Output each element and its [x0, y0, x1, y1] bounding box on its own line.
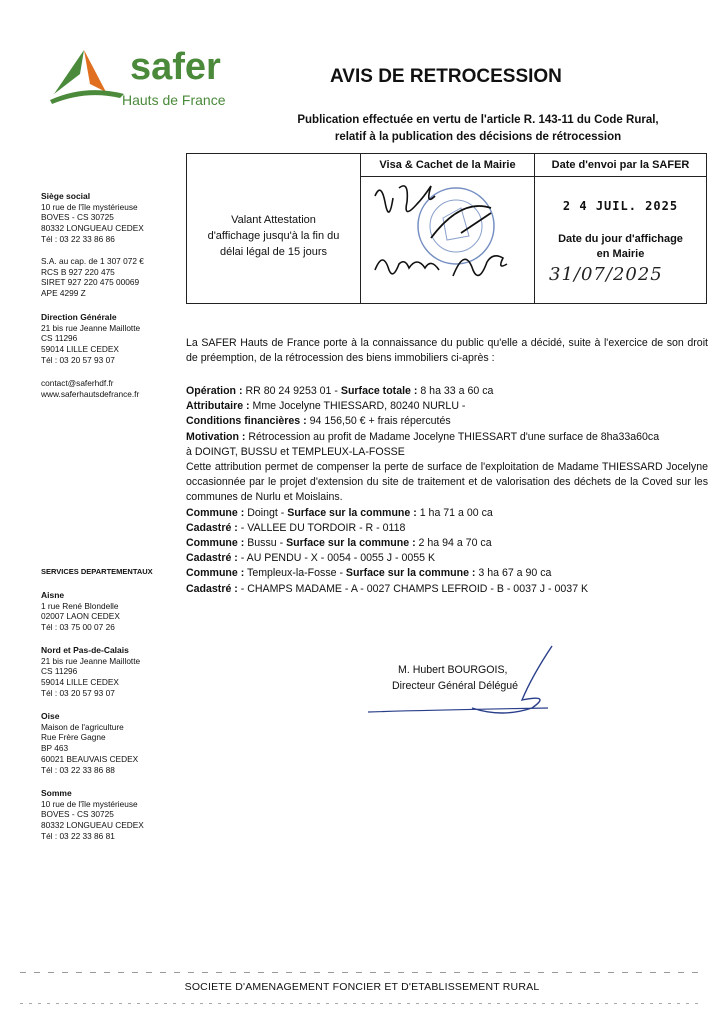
somme-line: Tél : 03 22 33 86 81	[41, 830, 115, 841]
oise-line: BP 463	[41, 743, 69, 754]
scan-artifact-top	[20, 972, 704, 973]
commune-label: Commune :	[186, 506, 245, 519]
dg-line: CS 11296	[41, 333, 78, 344]
cadastre-label: Cadastré :	[186, 582, 238, 595]
contact-website[interactable]: www.saferhautsdefrance.fr	[41, 388, 140, 399]
logo-subtitle: Hauts de France	[122, 92, 226, 108]
surface-commune-label: Surface sur la commune :	[345, 567, 476, 580]
somme-title: Somme	[41, 788, 72, 798]
conditions-label: Conditions financières :	[186, 415, 307, 428]
siege-title: Siège social	[41, 191, 91, 201]
director-signature	[368, 640, 568, 720]
company-line: SIRET 927 220 475 00069	[41, 277, 140, 288]
cadastre-value: - CHAMPS MADAME - A - 0027 CHAMPS LEFROID - B - 0037 J - 0037 K	[237, 582, 589, 595]
commune-value: Doingt -	[244, 506, 288, 519]
attributaire-line	[186, 399, 708, 414]
signatory-role: Directeur Général Délégué	[392, 680, 519, 692]
oise-line: Maison de l'agriculture	[41, 721, 124, 732]
surface-commune-value: 3 ha 67 a 90 ca	[475, 567, 552, 580]
commune-line-1	[186, 506, 708, 521]
attestation-cell	[187, 154, 361, 303]
visa-cell	[361, 154, 535, 303]
somme-line: 10 rue de l'île mystérieuse	[41, 798, 138, 809]
nord-line: 21 bis rue Jeanne Maillotte	[41, 655, 141, 666]
aisne-title: Aisne	[41, 590, 65, 600]
oise-line: Rue Frère Gagne	[41, 732, 106, 743]
siege-line: BOVES - CS 30725	[41, 212, 114, 223]
motivation-paragraph: Cette attribution permet de compenser la perte de surface de l'exploitation de Madame THIESSARD Jocelyne occasionnée par le projet d'extension du site de traitement et de valorisation des déchets de la Coved sur les communes de Nurlu et Moislains.	[186, 461, 708, 504]
commune-label: Commune :	[186, 537, 245, 550]
somme-line: 80332 LONGUEAU CEDEX	[41, 820, 144, 831]
siege-line: 10 rue de l'île mystérieuse	[41, 201, 138, 212]
scan-artifact-bottom	[20, 1003, 704, 1004]
affichage-label	[535, 232, 706, 262]
safer-logo	[46, 40, 236, 120]
aisne-block	[41, 590, 181, 633]
document-title: AVIS DE RETROCESSION	[330, 66, 562, 87]
intro-paragraph: La SAFER Hauts de France porte à la connaissance du public qu'elle a décidé, suite à l'exercice de son droit de préemption, de la rétrocession des biens immobiliers ci-après :	[186, 337, 708, 365]
dg-line: 59014 LILLE CEDEX	[41, 344, 119, 355]
siege-line: 80332 LONGUEAU CEDEX	[41, 223, 144, 234]
oise-line: 60021 BEAUVAIS CEDEX	[41, 753, 139, 764]
conditions-line	[186, 414, 708, 429]
company-info-block	[41, 256, 181, 299]
surface-commune-value: 2 ha 94 a 70 ca	[415, 537, 492, 550]
commune-value: Bussu -	[244, 537, 287, 550]
cadastre-label: Cadastré :	[186, 521, 238, 534]
attest-line: d'affichage jusqu'à la fin du	[207, 230, 340, 242]
dg-line: 21 bis rue Jeanne Maillotte	[41, 322, 141, 333]
surface-commune-label: Surface sur la commune :	[286, 537, 416, 550]
nord-title: Nord et Pas-de-Calais	[41, 645, 129, 655]
nord-block	[41, 645, 181, 699]
somme-block	[41, 788, 181, 842]
company-line: S.A. au cap. de 1 307 072 €	[41, 256, 144, 266]
nord-line: CS 11296	[41, 666, 78, 677]
direction-generale-block	[41, 312, 181, 366]
envoi-header: Date d'envoi par la SAFER	[535, 154, 706, 177]
operation-line	[186, 384, 708, 399]
motivation-line	[186, 430, 708, 445]
cadastre-value: - VALLEE DU TORDOIR - R - 0118	[237, 521, 406, 534]
commune-label: Commune :	[186, 567, 245, 580]
commune-line-2	[186, 536, 708, 551]
signatory-name: M. Hubert BOURGOIS,	[398, 664, 508, 676]
company-line: APE 4299 Z	[41, 288, 86, 299]
affichage-date-handwritten: 31/07/2025	[549, 264, 663, 285]
aisne-line: Tél : 03 75 00 07 26	[41, 622, 115, 633]
mairie-stamp-and-signature	[361, 178, 533, 302]
aisne-line: 02007 LAON CEDEX	[41, 611, 120, 622]
dg-title: Direction Générale	[41, 312, 117, 322]
attributaire-label: Attributaire :	[186, 400, 250, 413]
attest-line: Valant Attestation	[231, 214, 316, 226]
siege-social-block	[41, 191, 181, 245]
publication-line-1: Publication effectuée en vertu de l'article R. 143-11 du Code Rural,	[297, 114, 659, 126]
commune-line-3	[186, 566, 708, 581]
nord-line: 59014 LILLE CEDEX	[41, 677, 119, 688]
aisne-line: 1 rue René Blondelle	[41, 600, 119, 611]
services-title	[41, 567, 181, 578]
motivation-value: Rétrocession au profit de Madame Jocelyne THIESSART d'une surface de 8ha33a60ca	[245, 430, 660, 443]
services-heading: SERVICES DEPARTEMENTAUX	[41, 567, 153, 576]
motivation-line-2: à DOINGT, BUSSU et TEMPLEUX-LA-FOSSE	[186, 445, 405, 458]
oise-block	[41, 711, 181, 775]
operation-label: Opération :	[186, 385, 243, 397]
commune-value: Templeux-la-Fosse -	[244, 567, 346, 580]
siege-line: Tél : 03 22 33 86 86	[41, 233, 115, 244]
cadastre-value: - AU PENDU - X - 0054 - 0055 J - 0055 K	[237, 552, 436, 565]
contact-block	[41, 378, 181, 399]
safer-logo-icon	[46, 44, 126, 104]
affichage-line: en Mairie	[596, 248, 645, 260]
dates-cell	[535, 154, 706, 303]
cadastre-line-1	[186, 521, 708, 536]
affichage-line: Date du jour d'affichage	[558, 233, 683, 245]
motivation-label: Motivation :	[186, 430, 246, 443]
surface-totale-value: 8 ha 33 a 60 ca	[417, 385, 494, 397]
surface-totale-label: Surface totale :	[340, 385, 418, 397]
footer-text: SOCIETE D'AMENAGEMENT FONCIER ET D'ETABLISSEMENT RURAL	[184, 981, 540, 993]
operation-value: RR 80 24 9253 01 -	[242, 385, 341, 397]
publication-note	[250, 112, 706, 146]
nord-line: Tél : 03 20 57 93 07	[41, 687, 115, 698]
visa-header: Visa & Cachet de la Mairie	[361, 154, 534, 177]
attestation-table	[186, 153, 707, 304]
attributaire-value: Mme Jocelyne THIESSARD, 80240 NURLU -	[249, 400, 466, 413]
surface-commune-label: Surface sur la commune :	[287, 506, 417, 519]
publication-line-2: relatif à la publication des décisions de rétrocession	[334, 131, 622, 143]
attest-line: délai légal de 15 jours	[219, 246, 328, 258]
cadastre-line-3	[186, 582, 708, 597]
envoi-date-stamp: 2 4 JUIL. 2025	[562, 199, 679, 213]
cadastre-label: Cadastré :	[186, 552, 238, 565]
operation-details	[186, 384, 708, 597]
conditions-value: 94 156,50 € + frais répercutés	[306, 415, 451, 428]
dg-line: Tél : 03 20 57 93 07	[41, 354, 115, 365]
logo-word: safer	[130, 46, 221, 88]
surface-commune-value: 1 ha 71 a 00 ca	[416, 506, 493, 519]
attestation-text	[187, 212, 360, 260]
company-line: RCS B 927 220 475	[41, 266, 115, 277]
somme-line: BOVES - CS 30725	[41, 809, 114, 820]
oise-title: Oise	[41, 711, 60, 721]
contact-email[interactable]: contact@saferhdf.fr	[41, 378, 114, 388]
cadastre-line-2	[186, 551, 708, 566]
oise-line: Tél : 03 22 33 86 88	[41, 764, 115, 775]
